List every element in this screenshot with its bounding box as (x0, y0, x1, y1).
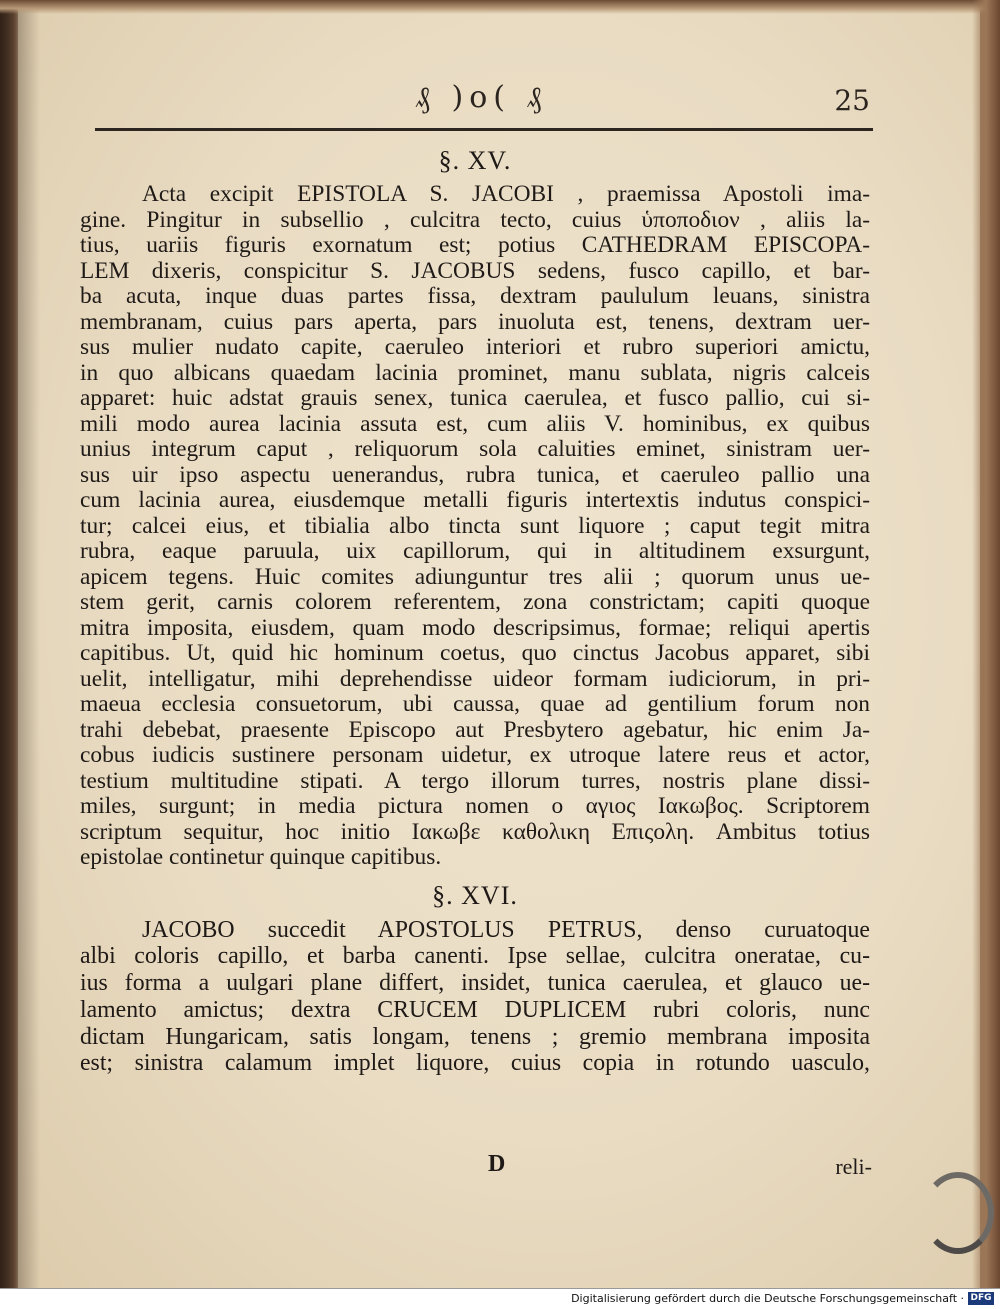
text-line: uelit, intelligatur, mihi deprehendisse uideor formam iudiciorum, in pri- (80, 665, 870, 692)
text-line: in quo albicans quaedam lacinia prominet, manu sublata, nigris calceis (80, 359, 870, 386)
footer-credit: Digitalisierung gefördert durch die Deutsche Forschungsgemeinschaft · (571, 1292, 964, 1305)
paragraph-xvi (80, 917, 870, 1078)
digitization-footer (0, 1288, 1000, 1309)
binder-ring (922, 1172, 994, 1254)
text-line: stem gerit, carnis colorem referentem, zona constrictam; capiti quoque (80, 589, 870, 615)
section-heading-xvi: §. XVI. (432, 880, 518, 910)
text-line: rubra, eaque paruula, uix capillorum, qui in altitudinem exsurgunt, (80, 538, 870, 564)
text-line: tur; calcei eius, et tibialia albo tincta sunt liquore ; caput tegit mitra (80, 512, 870, 539)
text-line: tius, uariis figuris exornatum est; potius CATHEDRAM EPISCOPA- (80, 232, 870, 258)
text-line: membranam, cuius pars aperta, pars inuoluta est, tenens, dextram uer- (80, 308, 870, 335)
text-line: testium multitudine stipati. A tergo illorum turres, nostris plane dissi- (80, 767, 870, 794)
section-heading-xv: §. XV. (438, 146, 512, 175)
text-line: sus uir ipso aspectu uenerandus, rubra tunica, et caeruleo pallio una (80, 461, 870, 488)
text-line: lamento amictus; dextra CRUCEM DUPLICEM rubri coloris, nunc (80, 996, 870, 1023)
text-line: miles, surgunt; in media pictura nomen ο αγιος Ιακωβος. Scriptorem (80, 793, 870, 819)
text-line: trahi debebat, praesente Episcopo aut Presbytero agebatur, hic enim Ja- (80, 716, 870, 743)
text-line: ba acuta, inque duas partes fissa, dextram paululum leuans, sinistra (80, 283, 870, 309)
text-line: capitibus. Ut, quid hic hominum coetus, quo cinctus Jacobus apparet, sibi (80, 640, 870, 666)
text-line: maeua ecclesia consuetorum, ubi caussa, quae ad gentilium forum non (80, 691, 870, 717)
text-line: epistolae continetur quinque capitibus. (80, 844, 442, 870)
text-line: dictam Hungaricam, satis longam, tenens ; gremio membrana imposita (80, 1023, 870, 1050)
text-line: apicem tegens. Huic comites adiunguntur tres alii ; quorum unus ue- (80, 563, 870, 590)
text-line: Acta excipit EPISTOLA S. JACOBI , praemissa Apostoli ima- (142, 181, 870, 207)
text-line: LEM dixeris, conspicitur S. JACOBUS sedens, fusco capillo, et bar- (80, 257, 870, 284)
text-line: scriptum sequitur, hoc initio Ιακωβε καθολικη Επιςολη. Ambitus totius (80, 818, 870, 845)
text-line: cobus iudicis sustinere personam uidetur, ex utroque latere reus et actor, (80, 742, 870, 768)
signature-mark: D (488, 1151, 506, 1177)
dfg-logo-icon: DFG (968, 1292, 994, 1305)
page-number: 25 (834, 84, 870, 117)
spine-shadow (0, 0, 40, 1288)
top-edge (0, 0, 1000, 14)
text-line: apparet: huic adstat grauis senex, tunica caerulea, et fusco pallio, cui si- (80, 385, 870, 411)
text-line: mitra imposita, eiusdem, quam modo descripsimus, formae; reliqui apertis (80, 614, 870, 641)
header-ornament: ₰ )o( ₰ (415, 80, 548, 115)
paragraph-xv (80, 182, 870, 871)
header-rule (95, 128, 873, 131)
text-line: cum lacinia aurea, eiusdemque metalli figuris intertextis indutus conspici- (80, 487, 870, 513)
text-line: JACOBO succedit APOSTOLUS PETRUS, denso curuatoque (142, 916, 870, 943)
book-edge (972, 0, 1000, 1288)
text-line: mili modo aurea lacinia assuta est, cum aliis V. hominibus, ex quibus (80, 410, 870, 437)
text-line: unius integrum caput , reliquorum sola caluities eminet, sinistram uer- (80, 436, 870, 462)
text-line: gine. Pingitur in subsellio , culcitra tecto, cuius ὑποποδιον , aliis la- (80, 206, 870, 233)
text-line: sus mulier nudato capite, caeruleo interiori et rubro superiori amictu, (80, 334, 870, 360)
running-header (95, 74, 870, 124)
text-line: albi coloris capillo, et barba canenti. Ipse sellae, culcitra oneratae, cu- (80, 943, 870, 970)
page-body (80, 136, 870, 1077)
text-line: ius forma a uulgari plane differt, insidet, tunica caerulea, et glauco ue- (80, 970, 870, 997)
text-line: est; sinistra calamum implet liquore, cuius copia in rotundo uasculo, (80, 1050, 870, 1077)
catchword: reli- (835, 1154, 872, 1179)
